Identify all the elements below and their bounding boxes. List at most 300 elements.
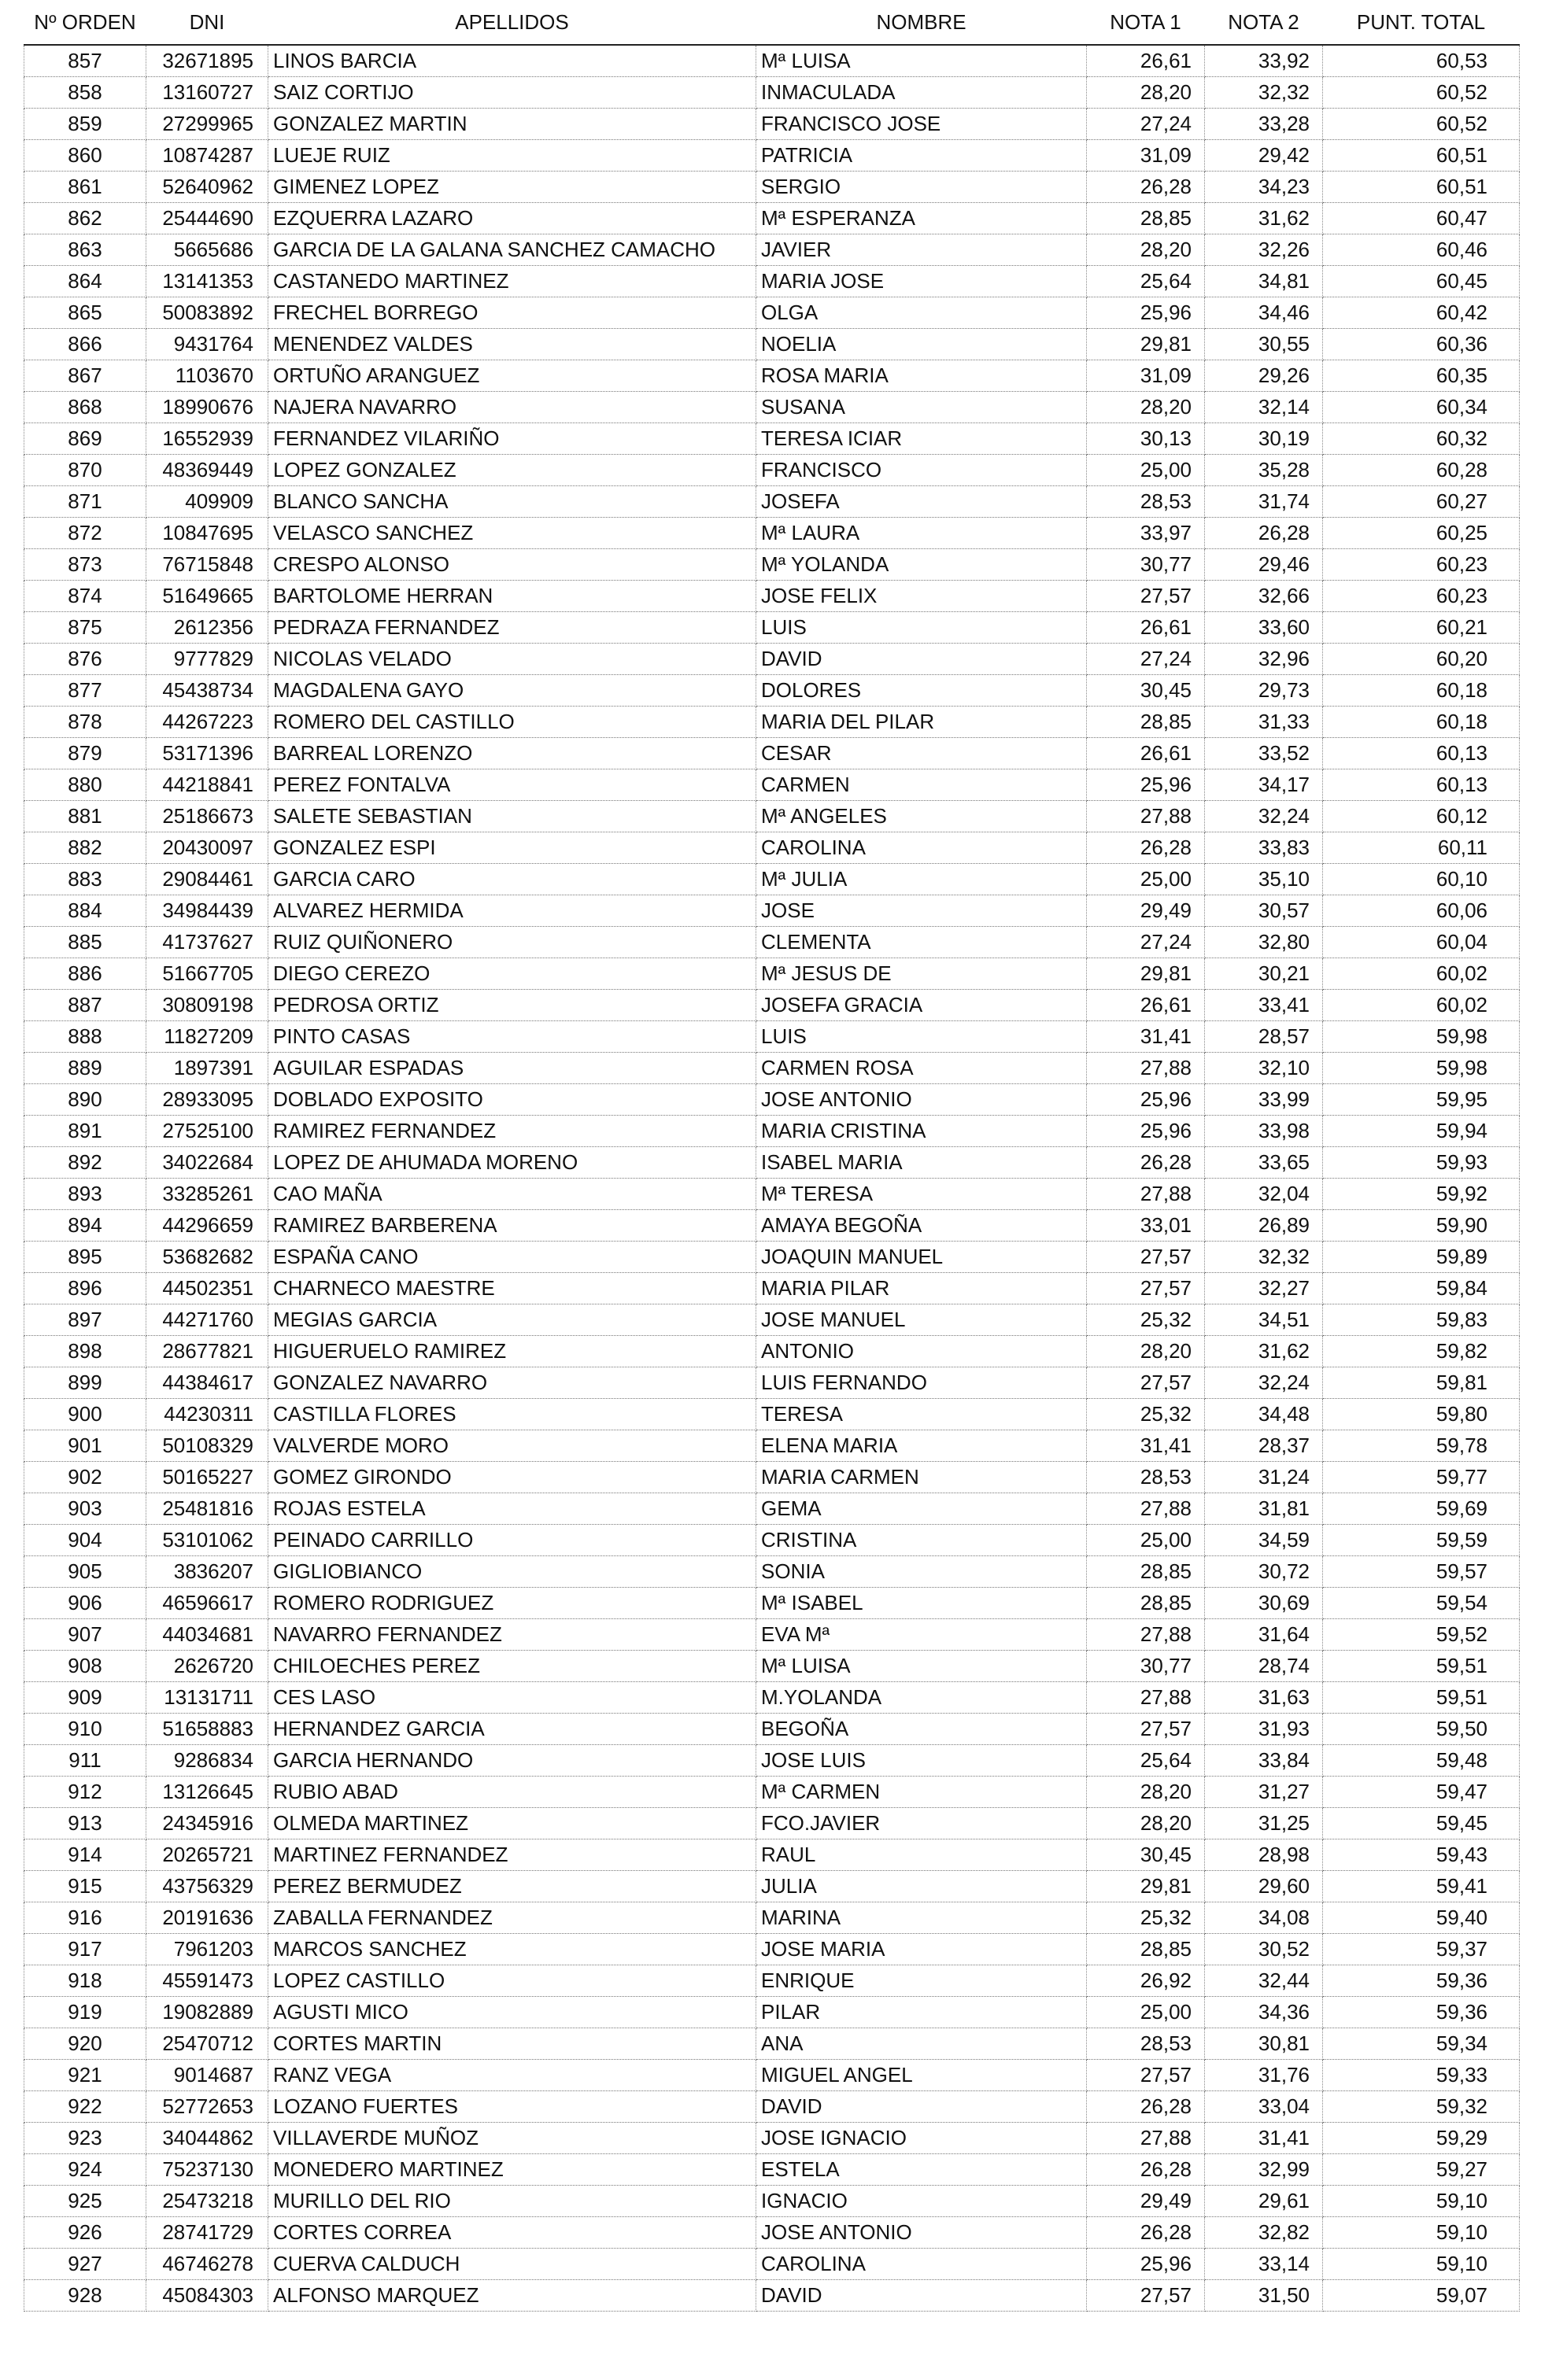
dni-cell: 44271760 — [146, 1304, 268, 1336]
nombre-cell: CLEMENTA — [756, 927, 1087, 958]
orden-cell: 917 — [24, 1934, 146, 1965]
total-cell: 59,10 — [1323, 2186, 1520, 2217]
total-cell: 60,11 — [1323, 832, 1520, 864]
apellidos-cell: NAVARRO FERNANDEZ — [268, 1619, 756, 1651]
orden-cell: 863 — [24, 234, 146, 266]
nota1-cell: 25,00 — [1087, 864, 1205, 895]
apellidos-cell: LOPEZ CASTILLO — [268, 1965, 756, 1997]
nota2-cell: 31,62 — [1205, 203, 1323, 234]
total-cell: 59,98 — [1323, 1053, 1520, 1084]
table-body — [24, 45, 1520, 2312]
nota1-cell: 25,32 — [1087, 1304, 1205, 1336]
nota2-cell: 34,23 — [1205, 172, 1323, 203]
nombre-cell: CRISTINA — [756, 1525, 1087, 1556]
dni-cell: 28677821 — [146, 1336, 268, 1367]
nota1-cell: 28,85 — [1087, 203, 1205, 234]
apellidos-cell: CASTANEDO MARTINEZ — [268, 266, 756, 297]
orden-cell: 873 — [24, 549, 146, 581]
dni-cell: 34044862 — [146, 2123, 268, 2154]
table-row — [24, 45, 1520, 77]
nota2-cell: 26,28 — [1205, 518, 1323, 549]
dni-cell: 1103670 — [146, 360, 268, 392]
nota1-cell: 27,57 — [1087, 581, 1205, 612]
table-row — [24, 1430, 1520, 1462]
nota2-cell: 33,65 — [1205, 1147, 1323, 1179]
total-cell: 59,40 — [1323, 1902, 1520, 1934]
nota2-cell: 31,93 — [1205, 1714, 1323, 1745]
dni-cell: 44502351 — [146, 1273, 268, 1304]
orden-cell: 868 — [24, 392, 146, 423]
apellidos-cell: ESPAÑA CANO — [268, 1242, 756, 1273]
apellidos-cell: CHILOECHES PEREZ — [268, 1651, 756, 1682]
nombre-cell: LUIS FERNANDO — [756, 1367, 1087, 1399]
nombre-cell: JOSE MARIA — [756, 1934, 1087, 1965]
table-row — [24, 423, 1520, 455]
nota2-cell: 32,26 — [1205, 234, 1323, 266]
apellidos-cell: MARTINEZ FERNANDEZ — [268, 1839, 756, 1871]
total-cell: 59,36 — [1323, 1965, 1520, 1997]
table-row — [24, 1902, 1520, 1934]
nombre-cell: DOLORES — [756, 675, 1087, 707]
orden-cell: 904 — [24, 1525, 146, 1556]
nota2-cell: 30,72 — [1205, 1556, 1323, 1588]
nota1-cell: 25,32 — [1087, 1902, 1205, 1934]
table-row — [24, 1399, 1520, 1430]
nombre-cell: CAROLINA — [756, 832, 1087, 864]
nombre-cell: CESAR — [756, 738, 1087, 769]
nota1-cell: 25,96 — [1087, 2249, 1205, 2280]
apellidos-cell: GIGLIOBIANCO — [268, 1556, 756, 1588]
apellidos-cell: OLMEDA MARTINEZ — [268, 1808, 756, 1839]
nombre-cell: FRANCISCO — [756, 455, 1087, 486]
nota1-cell: 26,61 — [1087, 738, 1205, 769]
total-cell: 59,93 — [1323, 1147, 1520, 1179]
header-punt-total: PUNT. TOTAL — [1323, 0, 1520, 45]
dni-cell: 53682682 — [146, 1242, 268, 1273]
orden-cell: 926 — [24, 2217, 146, 2249]
nombre-cell: ESTELA — [756, 2154, 1087, 2186]
nota1-cell: 31,09 — [1087, 360, 1205, 392]
apellidos-cell: PINTO CASAS — [268, 1021, 756, 1053]
dni-cell: 409909 — [146, 486, 268, 518]
table-row — [24, 1619, 1520, 1651]
nota1-cell: 27,57 — [1087, 1242, 1205, 1273]
dni-cell: 51667705 — [146, 958, 268, 990]
dni-cell: 46746278 — [146, 2249, 268, 2280]
table-row — [24, 644, 1520, 675]
table-row — [24, 266, 1520, 297]
dni-cell: 20430097 — [146, 832, 268, 864]
table-row — [24, 2123, 1520, 2154]
dni-cell: 10847695 — [146, 518, 268, 549]
nota2-cell: 32,32 — [1205, 77, 1323, 109]
table-row — [24, 612, 1520, 644]
nota1-cell: 31,41 — [1087, 1021, 1205, 1053]
nombre-cell: MARIA CARMEN — [756, 1462, 1087, 1493]
apellidos-cell: CORTES CORREA — [268, 2217, 756, 2249]
total-cell: 59,82 — [1323, 1336, 1520, 1367]
nombre-cell: SUSANA — [756, 392, 1087, 423]
nota2-cell: 31,25 — [1205, 1808, 1323, 1839]
dni-cell: 13126645 — [146, 1777, 268, 1808]
apellidos-cell: HERNANDEZ GARCIA — [268, 1714, 756, 1745]
nota1-cell: 25,00 — [1087, 455, 1205, 486]
table-row — [24, 2249, 1520, 2280]
nota1-cell: 27,88 — [1087, 2123, 1205, 2154]
nombre-cell: CARMEN — [756, 769, 1087, 801]
dni-cell: 46596617 — [146, 1588, 268, 1619]
nota2-cell: 34,51 — [1205, 1304, 1323, 1336]
apellidos-cell: FRECHEL BORREGO — [268, 297, 756, 329]
apellidos-cell: GONZALEZ MARTIN — [268, 109, 756, 140]
orden-cell: 872 — [24, 518, 146, 549]
nota1-cell: 29,49 — [1087, 895, 1205, 927]
nombre-cell: M.YOLANDA — [756, 1682, 1087, 1714]
nota2-cell: 31,50 — [1205, 2280, 1323, 2312]
orden-cell: 894 — [24, 1210, 146, 1242]
dni-cell: 44384617 — [146, 1367, 268, 1399]
nota1-cell: 28,20 — [1087, 1336, 1205, 1367]
nota2-cell: 34,17 — [1205, 769, 1323, 801]
dni-cell: 9286834 — [146, 1745, 268, 1777]
table-row — [24, 1588, 1520, 1619]
nota2-cell: 33,92 — [1205, 45, 1323, 77]
orden-cell: 888 — [24, 1021, 146, 1053]
apellidos-cell: ROMERO DEL CASTILLO — [268, 707, 756, 738]
nombre-cell: JOSE — [756, 895, 1087, 927]
total-cell: 59,90 — [1323, 1210, 1520, 1242]
nota1-cell: 31,41 — [1087, 1430, 1205, 1462]
total-cell: 60,34 — [1323, 392, 1520, 423]
total-cell: 60,02 — [1323, 990, 1520, 1021]
nota2-cell: 32,99 — [1205, 2154, 1323, 2186]
table-row — [24, 1336, 1520, 1367]
nota1-cell: 25,96 — [1087, 297, 1205, 329]
table-row — [24, 1682, 1520, 1714]
orden-cell: 901 — [24, 1430, 146, 1462]
nombre-cell: MARINA — [756, 1902, 1087, 1934]
nota1-cell: 25,00 — [1087, 1997, 1205, 2028]
dni-cell: 45438734 — [146, 675, 268, 707]
apellidos-cell: BLANCO SANCHA — [268, 486, 756, 518]
orden-cell: 867 — [24, 360, 146, 392]
table-row — [24, 140, 1520, 172]
table-row — [24, 109, 1520, 140]
table-row — [24, 486, 1520, 518]
apellidos-cell: MEGIAS GARCIA — [268, 1304, 756, 1336]
dni-cell: 20191636 — [146, 1902, 268, 1934]
total-cell: 59,36 — [1323, 1997, 1520, 2028]
nombre-cell: JOAQUIN MANUEL — [756, 1242, 1087, 1273]
nombre-cell: DAVID — [756, 2091, 1087, 2123]
nota2-cell: 32,32 — [1205, 1242, 1323, 1273]
table-row — [24, 1777, 1520, 1808]
apellidos-cell: BARTOLOME HERRAN — [268, 581, 756, 612]
table-row — [24, 738, 1520, 769]
nota1-cell: 26,28 — [1087, 2217, 1205, 2249]
nota1-cell: 26,92 — [1087, 1965, 1205, 1997]
nota1-cell: 27,88 — [1087, 1053, 1205, 1084]
dni-cell: 45084303 — [146, 2280, 268, 2312]
total-cell: 60,47 — [1323, 203, 1520, 234]
orden-cell: 881 — [24, 801, 146, 832]
table-row — [24, 2186, 1520, 2217]
table-row — [24, 1839, 1520, 1871]
apellidos-cell: AGUSTI MICO — [268, 1997, 756, 2028]
table-row — [24, 1934, 1520, 1965]
total-cell: 59,94 — [1323, 1116, 1520, 1147]
nombre-cell: ENRIQUE — [756, 1965, 1087, 1997]
nota2-cell: 30,81 — [1205, 2028, 1323, 2060]
nota2-cell: 32,24 — [1205, 1367, 1323, 1399]
nota2-cell: 29,42 — [1205, 140, 1323, 172]
total-cell: 60,53 — [1323, 45, 1520, 77]
dni-cell: 44218841 — [146, 769, 268, 801]
nota2-cell: 30,57 — [1205, 895, 1323, 927]
total-cell: 59,45 — [1323, 1808, 1520, 1839]
total-cell: 60,12 — [1323, 801, 1520, 832]
dni-cell: 13141353 — [146, 266, 268, 297]
nota1-cell: 28,53 — [1087, 2028, 1205, 2060]
dni-cell: 24345916 — [146, 1808, 268, 1839]
orden-cell: 911 — [24, 1745, 146, 1777]
orden-cell: 884 — [24, 895, 146, 927]
nota1-cell: 27,24 — [1087, 109, 1205, 140]
dni-cell: 3836207 — [146, 1556, 268, 1588]
dni-cell: 5665686 — [146, 234, 268, 266]
orden-cell: 871 — [24, 486, 146, 518]
nota2-cell: 31,74 — [1205, 486, 1323, 518]
dni-cell: 25470712 — [146, 2028, 268, 2060]
nota2-cell: 33,04 — [1205, 2091, 1323, 2123]
orden-cell: 923 — [24, 2123, 146, 2154]
nota2-cell: 32,82 — [1205, 2217, 1323, 2249]
nota1-cell: 26,28 — [1087, 2091, 1205, 2123]
orden-cell: 886 — [24, 958, 146, 990]
dni-cell: 75237130 — [146, 2154, 268, 2186]
total-cell: 59,83 — [1323, 1304, 1520, 1336]
total-cell: 59,89 — [1323, 1242, 1520, 1273]
nota2-cell: 29,73 — [1205, 675, 1323, 707]
dni-cell: 13131711 — [146, 1682, 268, 1714]
nombre-cell: TERESA ICIAR — [756, 423, 1087, 455]
total-cell: 59,50 — [1323, 1714, 1520, 1745]
apellidos-cell: SAIZ CORTIJO — [268, 77, 756, 109]
total-cell: 60,10 — [1323, 864, 1520, 895]
total-cell: 59,78 — [1323, 1430, 1520, 1462]
total-cell: 60,04 — [1323, 927, 1520, 958]
nota2-cell: 28,74 — [1205, 1651, 1323, 1682]
table-row — [24, 1304, 1520, 1336]
nota2-cell: 28,98 — [1205, 1839, 1323, 1871]
table-row — [24, 1965, 1520, 1997]
dni-cell: 2612356 — [146, 612, 268, 644]
nota2-cell: 31,62 — [1205, 1336, 1323, 1367]
nota2-cell: 33,14 — [1205, 2249, 1323, 2280]
total-cell: 60,32 — [1323, 423, 1520, 455]
nota1-cell: 26,61 — [1087, 990, 1205, 1021]
apellidos-cell: ALVAREZ HERMIDA — [268, 895, 756, 927]
table-row — [24, 675, 1520, 707]
nota2-cell: 34,48 — [1205, 1399, 1323, 1430]
nombre-cell: Mª TERESA — [756, 1179, 1087, 1210]
total-cell: 59,29 — [1323, 2123, 1520, 2154]
nota2-cell: 26,89 — [1205, 1210, 1323, 1242]
table-row — [24, 234, 1520, 266]
nombre-cell: ANTONIO — [756, 1336, 1087, 1367]
table-row — [24, 1053, 1520, 1084]
nota1-cell: 33,01 — [1087, 1210, 1205, 1242]
table-row — [24, 2028, 1520, 2060]
orden-cell: 899 — [24, 1367, 146, 1399]
orden-cell: 909 — [24, 1682, 146, 1714]
orden-cell: 921 — [24, 2060, 146, 2091]
nota2-cell: 33,41 — [1205, 990, 1323, 1021]
apellidos-cell: ROMERO RODRIGUEZ — [268, 1588, 756, 1619]
total-cell: 60,13 — [1323, 769, 1520, 801]
nombre-cell: Mª LAURA — [756, 518, 1087, 549]
nota1-cell: 27,88 — [1087, 1493, 1205, 1525]
table-row — [24, 203, 1520, 234]
nota2-cell: 32,24 — [1205, 801, 1323, 832]
nota1-cell: 28,85 — [1087, 1556, 1205, 1588]
orden-cell: 925 — [24, 2186, 146, 2217]
nota1-cell: 25,64 — [1087, 1745, 1205, 1777]
nota2-cell: 33,60 — [1205, 612, 1323, 644]
nombre-cell: SERGIO — [756, 172, 1087, 203]
nombre-cell: NOELIA — [756, 329, 1087, 360]
nota2-cell: 32,14 — [1205, 392, 1323, 423]
nota1-cell: 27,57 — [1087, 2280, 1205, 2312]
table-row — [24, 1808, 1520, 1839]
dni-cell: 1897391 — [146, 1053, 268, 1084]
table-row — [24, 581, 1520, 612]
nombre-cell: JOSE ANTONIO — [756, 2217, 1087, 2249]
apellidos-cell: ALFONSO MARQUEZ — [268, 2280, 756, 2312]
nombre-cell: TERESA — [756, 1399, 1087, 1430]
nombre-cell: PILAR — [756, 1997, 1087, 2028]
table-row — [24, 77, 1520, 109]
orden-cell: 919 — [24, 1997, 146, 2028]
table-row — [24, 864, 1520, 895]
nota2-cell: 31,33 — [1205, 707, 1323, 738]
nota2-cell: 29,61 — [1205, 2186, 1323, 2217]
nombre-cell: MIGUEL ANGEL — [756, 2060, 1087, 2091]
apellidos-cell: MENENDEZ VALDES — [268, 329, 756, 360]
nota2-cell: 33,98 — [1205, 1116, 1323, 1147]
total-cell: 59,10 — [1323, 2249, 1520, 2280]
dni-cell: 20265721 — [146, 1839, 268, 1871]
total-cell: 59,59 — [1323, 1525, 1520, 1556]
nombre-cell: Mª ESPERANZA — [756, 203, 1087, 234]
nota1-cell: 29,81 — [1087, 329, 1205, 360]
dni-cell: 9014687 — [146, 2060, 268, 2091]
nota2-cell: 31,76 — [1205, 2060, 1323, 2091]
total-cell: 59,77 — [1323, 1462, 1520, 1493]
orden-cell: 912 — [24, 1777, 146, 1808]
orden-cell: 914 — [24, 1839, 146, 1871]
nota1-cell: 25,96 — [1087, 769, 1205, 801]
dni-cell: 28741729 — [146, 2217, 268, 2249]
dni-cell: 29084461 — [146, 864, 268, 895]
dni-cell: 33285261 — [146, 1179, 268, 1210]
header-nombre: NOMBRE — [756, 0, 1087, 45]
nota1-cell: 25,32 — [1087, 1399, 1205, 1430]
dni-cell: 32671895 — [146, 45, 268, 77]
total-cell: 59,98 — [1323, 1021, 1520, 1053]
table-row — [24, 707, 1520, 738]
table-row — [24, 1116, 1520, 1147]
nombre-cell: JOSE ANTONIO — [756, 1084, 1087, 1116]
total-cell: 60,51 — [1323, 172, 1520, 203]
total-cell: 59,10 — [1323, 2217, 1520, 2249]
apellidos-cell: PEDRAZA FERNANDEZ — [268, 612, 756, 644]
table-row — [24, 927, 1520, 958]
orden-cell: 910 — [24, 1714, 146, 1745]
nombre-cell: JAVIER — [756, 234, 1087, 266]
table-row — [24, 172, 1520, 203]
total-cell: 60,52 — [1323, 109, 1520, 140]
nota1-cell: 33,97 — [1087, 518, 1205, 549]
dni-cell: 50165227 — [146, 1462, 268, 1493]
nombre-cell: Mª ANGELES — [756, 801, 1087, 832]
dni-cell: 18990676 — [146, 392, 268, 423]
orden-cell: 902 — [24, 1462, 146, 1493]
table-row — [24, 1714, 1520, 1745]
nota2-cell: 31,64 — [1205, 1619, 1323, 1651]
dni-cell: 44230311 — [146, 1399, 268, 1430]
nombre-cell: MARIA DEL PILAR — [756, 707, 1087, 738]
nombre-cell: SONIA — [756, 1556, 1087, 1588]
apellidos-cell: VILLAVERDE MUÑOZ — [268, 2123, 756, 2154]
total-cell: 60,13 — [1323, 738, 1520, 769]
dni-cell: 25186673 — [146, 801, 268, 832]
nombre-cell: GEMA — [756, 1493, 1087, 1525]
orden-cell: 900 — [24, 1399, 146, 1430]
nombre-cell: AMAYA BEGOÑA — [756, 1210, 1087, 1242]
nota1-cell: 29,81 — [1087, 1871, 1205, 1902]
results-sheet — [24, 0, 1519, 2312]
apellidos-cell: NICOLAS VELADO — [268, 644, 756, 675]
dni-cell: 43756329 — [146, 1871, 268, 1902]
dni-cell: 50083892 — [146, 297, 268, 329]
orden-cell: 864 — [24, 266, 146, 297]
orden-cell: 898 — [24, 1336, 146, 1367]
table-row — [24, 297, 1520, 329]
nota1-cell: 27,88 — [1087, 1619, 1205, 1651]
nota1-cell: 27,57 — [1087, 1367, 1205, 1399]
nota2-cell: 35,28 — [1205, 455, 1323, 486]
total-cell: 60,06 — [1323, 895, 1520, 927]
orden-cell: 906 — [24, 1588, 146, 1619]
nombre-cell: Mª CARMEN — [756, 1777, 1087, 1808]
nombre-cell: MARIA JOSE — [756, 266, 1087, 297]
nombre-cell: RAUL — [756, 1839, 1087, 1871]
orden-cell: 908 — [24, 1651, 146, 1682]
dni-cell: 53171396 — [146, 738, 268, 769]
dni-cell: 52772653 — [146, 2091, 268, 2123]
orden-cell: 870 — [24, 455, 146, 486]
apellidos-cell: AGUILAR ESPADAS — [268, 1053, 756, 1084]
table-row — [24, 360, 1520, 392]
total-cell: 59,80 — [1323, 1399, 1520, 1430]
dni-cell: 7961203 — [146, 1934, 268, 1965]
nota2-cell: 31,24 — [1205, 1462, 1323, 1493]
dni-cell: 10874287 — [146, 140, 268, 172]
dni-cell: 9777829 — [146, 644, 268, 675]
apellidos-cell: BARREAL LORENZO — [268, 738, 756, 769]
apellidos-cell: SALETE SEBASTIAN — [268, 801, 756, 832]
